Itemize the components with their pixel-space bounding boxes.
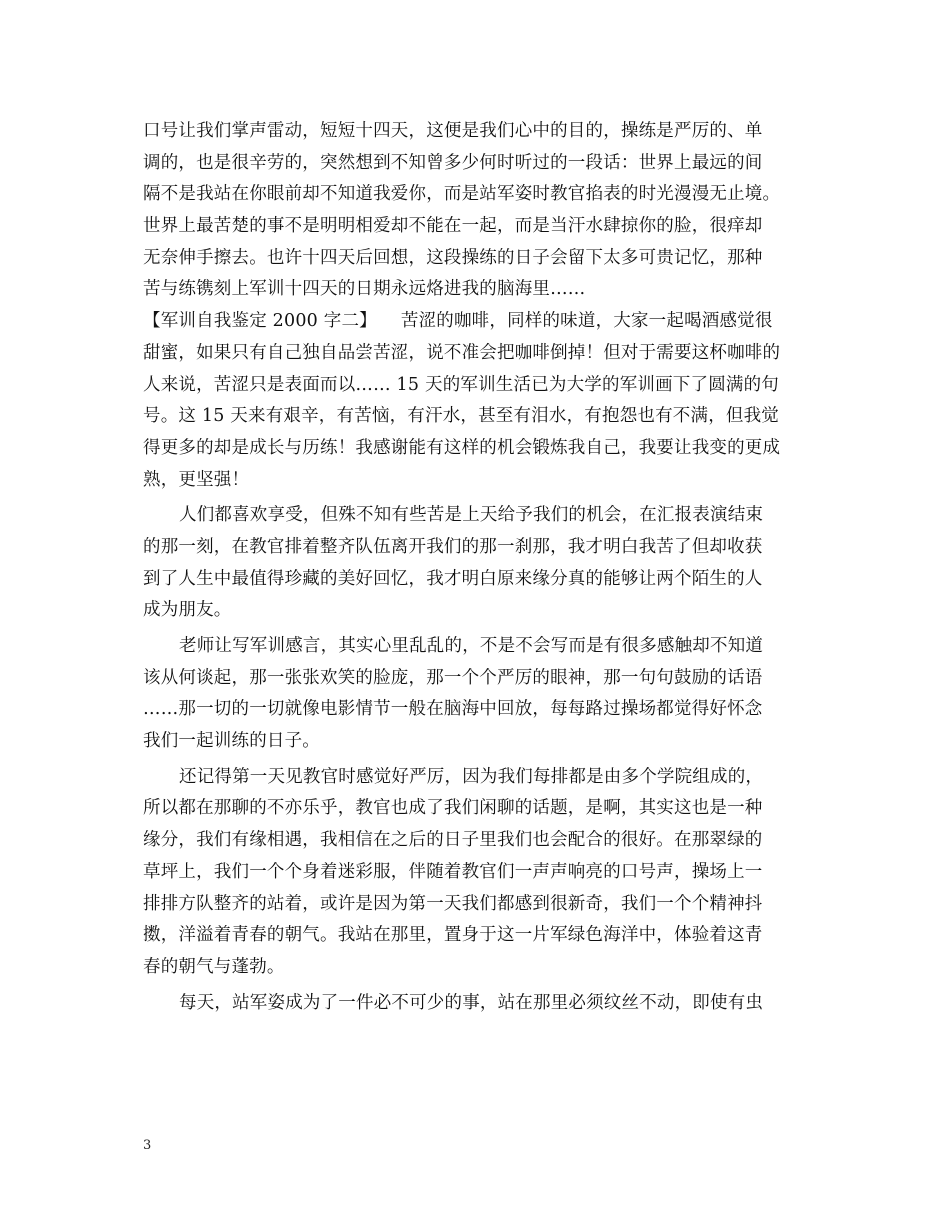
text-line: 苦涩的咖啡，同样的味道，大家一起喝酒感觉很 [400, 311, 773, 332]
text-line: 号。这 15 天来有艰辛，有苦恼，有汗水，甚至有泪水，有抱怨也有不满，但我觉 [143, 406, 779, 427]
text-line: 口号让我们掌声雷动，短短十四天，这便是我们心中的目的，操练是严厉的、单 [143, 121, 763, 141]
text-line: 到了人生中最值得珍藏的美好回忆，我才明白原来缘分真的能够让两个陌生的人 [143, 568, 763, 589]
text-line: ……那一切的一切就像电影情节一般在脑海中回放，每每路过操场都觉得好怀念 [143, 699, 763, 720]
page-number: 3 [143, 1138, 152, 1153]
text-line: 草坪上，我们一个个身着迷彩服，伴随着教官们一声声响亮的口号声，操场上一 [143, 861, 763, 882]
document-body [143, 116, 811, 1019]
text-line: 缘分，我们有缘相遇，我相信在之后的日子里我们也会配合的很好。在那翠绿的 [143, 830, 763, 851]
text-line: 排排方队整齐的站着，或许是因为第一天我们都感到很新奇，我们一个个精神抖 [143, 893, 763, 914]
text-line: 成为朋友。 [143, 600, 232, 621]
text-line: 隔不是我站在你眼前却不知道我爱你，而是站军姿时教官掐表的时光漫漫无止境。 [143, 184, 781, 205]
text-line: 苦与练镌刻上军训十四天的日期永远烙进我的脑海里…… [143, 279, 586, 300]
text-line: 人来说，苦涩只是表面而以…… 15 天的军训生活已为大学的军训画下了圆满的句 [143, 374, 779, 395]
text-line: 熟，更坚强！ [143, 469, 250, 490]
text-line: 无奈伸手擦去。也许十四天后回想，这段操练的日子会留下太多可贵记忆，那种 [143, 247, 763, 268]
text-line: 擞，洋溢着青春的朝气。我站在那里，置身于这一片军绿色海洋中，体验着这青 [143, 925, 763, 946]
text-line: 我们一起训练的日子。 [143, 731, 320, 752]
text-line: 所以都在那聊的不亦乐乎，教官也成了我们闲聊的话题，是啊，其实这也是一种 [143, 798, 763, 819]
paragraph-first-line: 每天，站军姿成为了一件必不可少的事，站在那里必须纹丝不动，即使有虫 [179, 992, 764, 1013]
text-line: 该从何谈起，那一张张欢笑的脸庞，那一个个严厉的眼神，那一句句鼓励的话语 [143, 667, 763, 688]
text-line: 得更多的却是成长与历练！我感谢能有这样的机会锻炼我自己，我要让我变的更成 [143, 437, 781, 458]
section-heading-line [143, 306, 811, 338]
text-line: 的那一刻，在教官排着整齐队伍离开我们的那一刹那，我才明白我苦了但却收获 [143, 536, 763, 557]
paragraph-first-line: 人们都喜欢享受，但殊不知有些苦是上天给予我们的机会，在汇报表演结束 [179, 505, 764, 526]
paragraph-first-line: 还记得第一天见教官时感觉好严厉，因为我们每排都是由多个学院组成的， [179, 766, 764, 787]
text-line: 调的，也是很辛劳的，突然想到不知曾多少何时听过的一段话：世界上最远的间 [143, 152, 763, 173]
text-line: 甜蜜，如果只有自己独自品尝苦涩，说不准会把咖啡倒掉！但对于需要这杯咖啡的 [143, 342, 781, 363]
section-heading: 【军训自我鉴定 2000 字二】 [143, 311, 377, 332]
paragraph-first-line: 老师让写军训感言，其实心里乱乱的，不是不会写而是有很多感触却不知道 [179, 636, 764, 656]
text-line: 春的朝气与蓬勃。 [143, 956, 285, 977]
text-line: 世界上最苦楚的事不是明明相爱却不能在一起，而是当汗水肆掠你的脸，很痒却 [143, 216, 763, 237]
